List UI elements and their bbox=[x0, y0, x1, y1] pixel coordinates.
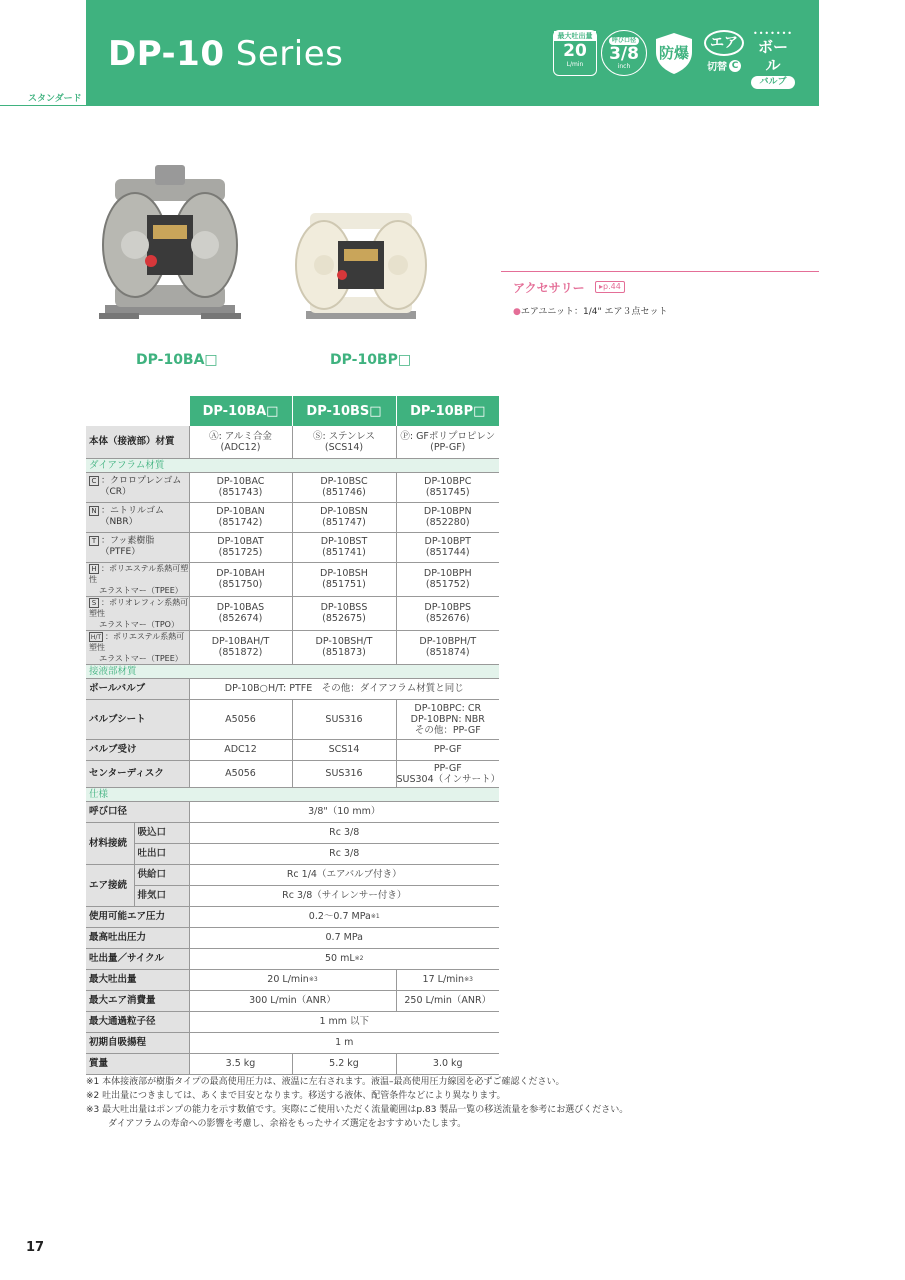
page-title: DP-10 Series bbox=[108, 34, 344, 74]
pump-photo-polypropylene bbox=[292, 205, 430, 333]
body-material-bs: Ⓢ: ステンレス (SCS14) bbox=[292, 426, 396, 458]
table-row: C ：クロロプレンゴム （CR） DP-10BAC (851743) DP-10BSC (851746) DP-10BPC (851745) bbox=[86, 472, 499, 502]
table-row: H/T ：ポリエステル系熱可塑性 エラストマー（TPEE） DP-10BAH/T (851872) DP-10BSH/T (851873) DP-10BPH/T (851874) bbox=[86, 630, 499, 664]
footnotes bbox=[86, 1075, 628, 1131]
body-material-bp: Ⓟ: GFポリプロピレン (PP-GF) bbox=[396, 426, 499, 458]
category-label: スタンダード bbox=[0, 90, 86, 106]
table-row: T ：フッ素樹脂 （PTFE） DP-10BAT (851725) DP-10BST (851741) DP-10BPT (851744) bbox=[86, 532, 499, 562]
bullet-icon: ● bbox=[513, 307, 521, 317]
explosion-proof-badge: 防爆 bbox=[651, 30, 697, 76]
header-bp: DP-10BP□ bbox=[396, 396, 499, 426]
product-caption-ba: DP-10BA□ bbox=[136, 352, 218, 368]
ball-valve-badge: ••••••• ボール バルブ bbox=[752, 29, 794, 87]
footnote-3-cont: ダイアフラムの寿命への影響を考慮し、余裕をもったサイズ選定をおすすめいたします。 bbox=[108, 1119, 467, 1129]
body-material-label: 本体（接液部）材質 bbox=[86, 426, 189, 458]
bore-size-badge: 呼び口径 3/8 inch bbox=[601, 30, 647, 76]
footnote-1: ※1 本体接液部が樹脂タイプの最高使用圧力は、液温に左右されます。液温–最高使用圧力線図を必ずご確認ください。 bbox=[86, 1077, 565, 1087]
table-row: H ：ポリエステル系熱可塑性 エラストマー（TPEE） DP-10BAH (851750) DP-10BSH (851751) DP-10BPH (851752) bbox=[86, 562, 499, 596]
accessory-title: アクセサリー bbox=[513, 281, 585, 295]
body-material-ba: Ⓐ: アルミ合金 (ADC12) bbox=[189, 426, 292, 458]
footnote-3: ※3 最大吐出量はポンプの能力を示す数値です。実際にご使用いただく流量範囲はp.83 製品一覧の移送流量を参考にお選びください。 bbox=[86, 1105, 629, 1115]
table-row: S ：ポリオレフィン系熱可塑性 エラストマー（TPO） DP-10BAS (852674) DP-10BSS (852675) DP-10BPS (852676) bbox=[86, 596, 499, 630]
header-ba: DP-10BA□ bbox=[189, 396, 292, 426]
spec-table: DP-10BA□ DP-10BS□ DP-10BP□ 本体（接液部）材質 Ⓐ: アルミ合金 (ADC12) Ⓢ: ステンレス (SCS14) Ⓟ: GFポリプロピレン (PP-GF) ダイアフラム材質 C ：クロロプレンゴム （CR） DP-10BAC (851743) DP-10BSC (851746) DP-10BPC (851745) N ：ニトリルゴム （NBR） DP-10BAN (851742) DP-10BSN (851747) DP-10BPN (852280) T ：フッ素樹脂 （PTFE） DP-10BAT (851725) DP-10BST (851741) DP-10BPT (851744) H ：ポリエステル系熱可塑性 エラストマー（TPEE） DP-10BAH (851750) DP-10BSH (851751) DP-10BPH (851752) S ：ポリオレフィン系熱可塑性 エラストマー（TPO） DP-10BAS (852674) DP-10BSS (852675) DP-10BPS (852676) H/T ：ポリエステル系熱可塑性 エラストマー（TPEE） DP-10BAH/T (851872) DP-10BSH/T (851873) DP-10BPH/T (851874) 接液部材質 ボールバルブ DP-10B○H/T: PTFE その他：ダイアフラム材質と同じ バルブシート A5056 SUS316 DP-10BPC: CR DP-10BPN: NBR その他：PP-GF バルブ受け ADC12 SCS14 PP-GF センターディスク A5056 SUS316 PP-GF SUS304（インサート） 仕様 呼び口径 3/8"（10 mm） 材料接続 吸込口 Rc 3/8 吐出口 Rc 3/8 エア接続 供給口 Rc 1/4（エアバルブ付き） 排気口 Rc 3/8（サイレンサー付き） 使用可能エア圧力 0.2～0.7 MPa$^{※1}$ 最高吐出圧力 0.7 MPa 吐出量／サイクル 50 $mL^{※2}$ 最大吐出量 20 $L/\min^{※3}$ 17 $L/\min^{※3}$ 最大エア消費量 300 L/min（ANR） 250 L/min（ANR） 最大通過粒子径 1 mm 以下 初期自吸揚程 1 m 質量 3.5 kg 5.2 kg 3.0 kg bbox=[86, 396, 499, 1075]
product-caption-bp: DP-10BP□ bbox=[330, 352, 412, 368]
section-spec: 仕様 bbox=[86, 787, 499, 801]
max-flow-badge: 最大吐出量 20 L/min bbox=[553, 30, 597, 76]
header-bs: DP-10BS□ bbox=[292, 396, 396, 426]
section-diaphragm: ダイアフラム材質 bbox=[86, 458, 499, 472]
footnote-2: ※2 吐出量につきましては、あくまで目安となります。移送する液体、配管条件などにより異なります。 bbox=[86, 1091, 506, 1101]
accessory-item: ●エアユニット：1/4" エア３点セット bbox=[513, 307, 668, 317]
pump-photo-aluminum bbox=[95, 165, 245, 335]
page-number: 17 bbox=[26, 1240, 45, 1255]
table-row: N ：ニトリルゴム （NBR） DP-10BAN (851742) DP-10BSN (851747) DP-10BPN (852280) bbox=[86, 502, 499, 532]
air-switch-badge: エア 切替 C bbox=[701, 30, 747, 76]
series-header bbox=[86, 0, 819, 106]
accessory-section bbox=[501, 271, 819, 317]
accessory-page-link[interactable]: ▸p.44 bbox=[595, 281, 625, 293]
feature-badges bbox=[553, 30, 795, 89]
section-wetted: 接液部材質 bbox=[86, 664, 499, 678]
